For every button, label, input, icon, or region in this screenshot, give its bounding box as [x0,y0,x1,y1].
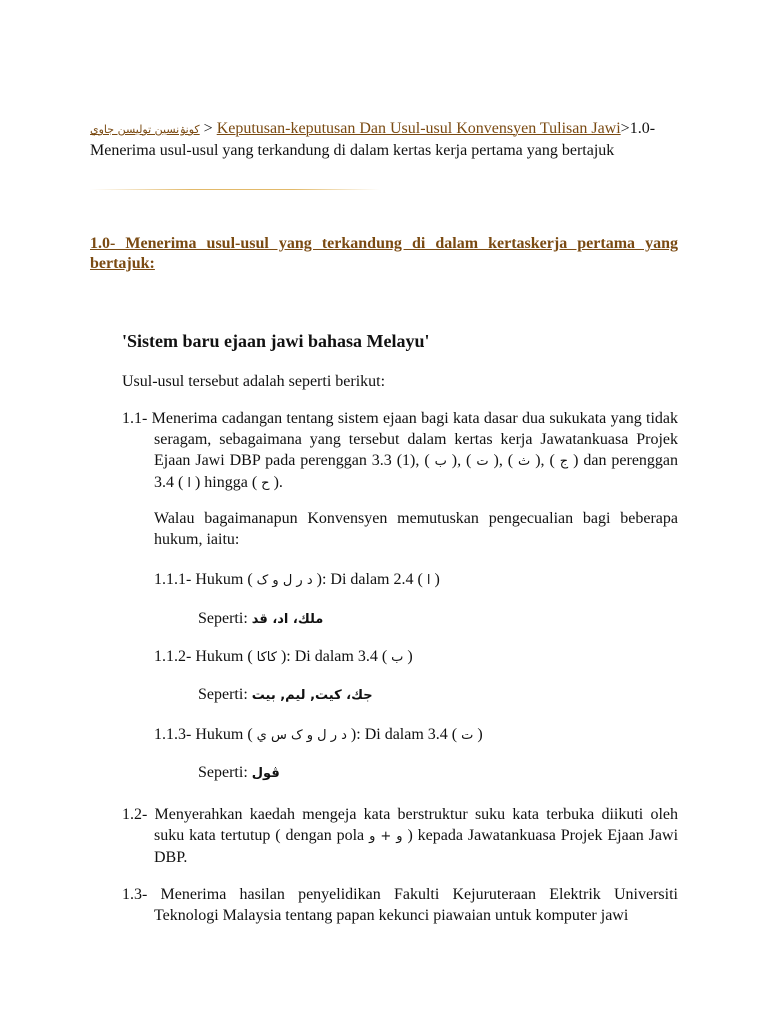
rule-text: ) [473,726,483,743]
rule-text: ) [430,571,440,588]
rule-text: ): Di dalam 2.4 ( [312,571,427,588]
item-text: ). [269,474,283,491]
item-text: ) dan perenggan 3.4 ( [154,452,679,491]
example-2 [198,684,678,706]
breadcrumb-current: 1.0- Menerima usul-usul yang terkandung di dalam kertas kerja pertama yang bertajuk [90,120,656,159]
rule-label: 1.1.2- Hukum ( [154,648,257,665]
item-1-1 [122,408,678,494]
rule-1-1-2 [154,646,678,668]
rule-text: ) [403,648,413,665]
item-text: 1.1- Menerima cadangan tentang sistem ejaan bagi kata dasar dua sukukata yang tidak seragam, sebagaimana yang tersebut dalam kertas kerja Jawatankuasa Projek Ejaan Jawi DBP pada perenggan 3.3 (1), ( [122,410,678,469]
example-3 [198,762,678,784]
page-heading: 1.0- Menerima usul-usul yang terkandung di dalam kertaskerja pertama yang bertajuk: [90,235,678,272]
jawi-letter: ح [261,476,270,491]
item-text: 1.2- Menyerahkan kaedah mengeja kata berstruktur suku kata terbuka diikuti oleh suku kata tertutup ( dengan pola [122,806,678,844]
breadcrumb-jawi-link[interactable]: کونۏنسين تولیسن جاوي [90,123,200,136]
rule-1-1-1 [154,569,678,591]
rule-text: ): Di dalam 3.4 ( [346,726,462,743]
example-label: Seperti: [198,764,252,781]
jawi-letter: ث [518,454,531,469]
example-1 [198,608,678,630]
breadcrumb-separator: > [199,120,217,137]
jawi-example-words: ڤول [251,766,280,781]
item-text: ), ( [446,452,477,469]
jawi-letter: ت [461,728,474,743]
item-text: ), ( [530,452,560,469]
jawi-letter: ا [187,476,191,491]
example-label: Seperti: [198,610,252,627]
example-label: Seperti: [198,686,252,703]
jawi-letter: ت [476,454,489,469]
item-text: ) kepada Jawatankuasa Projek Ejaan Jawi DBP. [154,827,679,866]
jawi-example-words: ملك، اد، قد [251,612,324,627]
divider [90,189,380,190]
breadcrumb [90,118,680,161]
breadcrumb-konvensyen-link[interactable]: Keputusan-keputusan Dan Usul-usul Konvensyen Tulisan Jawi [216,120,621,137]
item-text: ) hingga ( [190,474,262,491]
item-1-3: 1.3- Menerima hasilan penyelidikan Fakulti Kejuruteraan Elektrik Universiti Teknologi Malaysia tentang papan kekunci piawaian untuk komputer jawi [122,886,678,924]
jawi-letter: ب [391,650,404,665]
jawi-example-words: جك، كيت, ليم, بيت [251,688,373,703]
rule-1-1-3 [154,724,678,746]
jawi-letter: ا [426,573,431,588]
paper-title: 'Sistem baru ejaan jawi bahasa Melayu' [122,331,430,351]
item-1-2 [122,804,678,868]
exception-intro: Walau bagaimanapun Konvensyen memutuskan pengecualian bagi beberapa hukum, iaitu: [154,510,678,548]
jawi-letters: د ر ل و ک س ي [256,728,347,743]
rule-label: 1.1.3- Hukum ( [154,726,257,743]
jawi-pattern: و + و [369,829,403,844]
rule-text: ): Di dalam 3.4 ( [276,648,392,665]
jawi-letters: کاکا [256,650,277,665]
item-text: ), ( [488,452,519,469]
intro-text: Usul-usul tersebut adalah seperti berikut: [122,373,386,390]
jawi-letter: ب [434,454,447,469]
breadcrumb-separator: > [620,120,630,137]
jawi-letter: ج [559,454,569,469]
jawi-letters: د ر ل و ک [256,573,313,588]
rule-label: 1.1.1- Hukum ( [154,571,257,588]
